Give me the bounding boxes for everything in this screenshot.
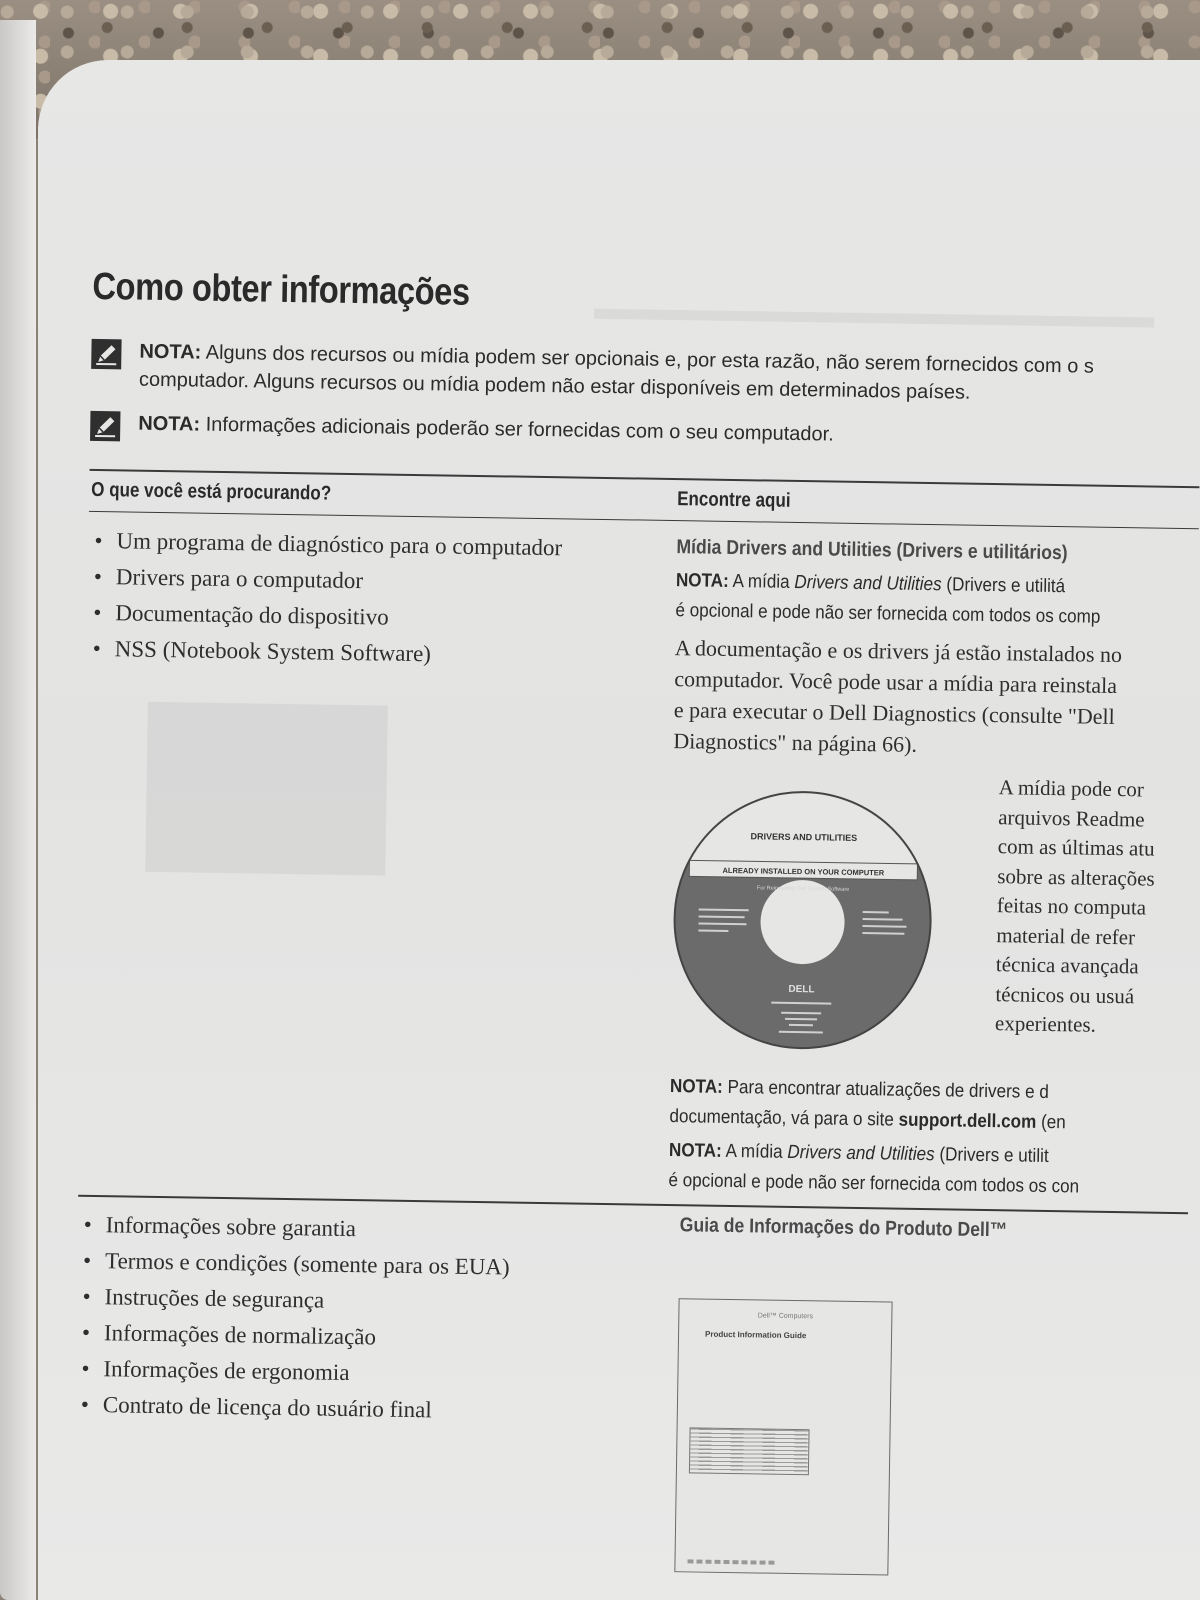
- note-2: [91, 409, 1200, 446]
- column-header-right: Encontre aqui: [677, 488, 791, 512]
- note-label: NOTA:: [669, 1076, 723, 1098]
- row-1-item-list: [88, 523, 562, 674]
- support-link-text: support.dell.com: [898, 1109, 1037, 1133]
- row-1-note-1: [675, 566, 1101, 633]
- row-1-note-2: [669, 1072, 1066, 1138]
- document-page: [38, 60, 1200, 1600]
- note-text: (en: [1036, 1111, 1066, 1134]
- list-item: • Informações de normalização: [78, 1315, 509, 1358]
- body-line: A documentação e os drivers já estão instalados no: [674, 635, 1123, 668]
- note-label: NOTA:: [675, 570, 729, 592]
- note-italic-text: Drivers and Utilities: [794, 571, 942, 596]
- bleed-through-mark: [594, 309, 1154, 328]
- section-heading-product-guide: Guia de Informações do Produto Dell™: [679, 1214, 1008, 1242]
- list-item: • Termos e condições (somente para os EUA): [79, 1243, 510, 1286]
- disc-title: DRIVERS AND UTILITIES: [750, 831, 858, 843]
- row-2-item-list: [77, 1207, 511, 1430]
- note-text: (Drivers e utilitá: [941, 574, 1066, 598]
- note-2-line-1: Informações adicionais poderão ser fornecidas com o seu computador.: [199, 413, 834, 446]
- side-line: experientes.: [994, 1011, 1097, 1037]
- note-pencil-icon: [91, 339, 121, 369]
- body-line: computador. Você pode usar a mídia para reinstala: [674, 666, 1118, 699]
- note-label: NOTA:: [668, 1140, 722, 1162]
- side-line: material de refer: [996, 922, 1136, 949]
- side-line: sobre as alterações: [997, 863, 1155, 891]
- side-line: A mídia pode cor: [998, 775, 1145, 802]
- page-edge: [0, 20, 36, 1600]
- row-1-body-text: [673, 632, 1122, 763]
- side-line: arquivos Readme: [998, 804, 1145, 831]
- list-item: • Contrato de licença do usuário final: [77, 1387, 508, 1430]
- body-line: Diagnostics" na página 66).: [673, 728, 918, 757]
- list-item: • Um programa de diagnóstico para o computador: [90, 523, 562, 566]
- row-1-side-text: [995, 773, 1157, 1041]
- guide-footer-mark: [687, 1559, 777, 1564]
- note-label: NOTA:: [138, 412, 201, 436]
- list-item: • Drivers para o computador: [90, 559, 562, 602]
- disc-banner: ALREADY INSTALLED ON YOUR COMPUTER: [722, 865, 885, 878]
- list-item: • Informações sobre garantia: [79, 1207, 510, 1250]
- note-label: NOTA:: [139, 340, 202, 364]
- body-line: e para executar o Dell Diagnostics (consulte "Dell: [673, 697, 1115, 729]
- guide-warning-box: [689, 1427, 810, 1475]
- page-content: [38, 60, 1200, 1600]
- list-item: • Documentação do dispositivo: [89, 595, 561, 638]
- list-item: • Informações de ergonomia: [77, 1351, 508, 1394]
- section-heading-drivers-media: Mídia Drivers and Utilities (Drivers e utilitários): [676, 536, 1068, 565]
- side-line: técnica avançada: [995, 952, 1139, 979]
- product-information-guide-image: [674, 1298, 892, 1575]
- column-header-left: O que você está procurando?: [91, 478, 332, 505]
- guide-brand: Dell™ Computers: [757, 1312, 814, 1321]
- note-text: A mídia: [728, 570, 795, 593]
- note-text-line-2: é opcional e pode não ser fornecida com todos os comp: [675, 600, 1101, 628]
- disc-subtitle: For Reinstalling Dell System Software: [756, 885, 850, 893]
- note-1-text: [139, 338, 1094, 409]
- note-text-line-2: é opcional e pode não ser fornecida com todos os con: [668, 1170, 1080, 1198]
- page-title: Como obter informações: [92, 265, 471, 314]
- note-italic-text: Drivers and Utilities: [787, 1141, 935, 1166]
- note-1-line-1: Alguns dos recursos ou mídia podem ser opcionais e, por esta razão, não serem fornecidos com o s: [201, 341, 1095, 378]
- guide-title: Product Information Guide: [704, 1329, 807, 1341]
- bleed-through-mark: [145, 702, 388, 876]
- dell-logo: DELL: [788, 983, 815, 996]
- note-text: (Drivers e utilit: [934, 1144, 1049, 1168]
- drivers-and-utilities-disc-image: [671, 788, 935, 1052]
- side-line: com as últimas atu: [997, 834, 1155, 861]
- side-line: técnicos ou usuá: [995, 981, 1135, 1008]
- row-1-note-3: [668, 1136, 1080, 1202]
- note-1: [92, 337, 1200, 404]
- note-pencil-icon: [90, 411, 120, 441]
- note-text: documentação, vá para o site: [669, 1106, 899, 1131]
- note-1-line-2: computador. Alguns recursos ou mídia podem não estar disponíveis em determinados países.: [138, 368, 971, 404]
- note-2-text: [138, 410, 834, 449]
- side-line: feitas no computa: [996, 893, 1147, 920]
- list-item: • NSS (Notebook System Software): [88, 631, 560, 674]
- list-item: • Instruções de segurança: [78, 1279, 509, 1322]
- note-text: A mídia: [721, 1140, 788, 1163]
- note-text: Para encontrar atualizações de drivers e d: [722, 1076, 1049, 1104]
